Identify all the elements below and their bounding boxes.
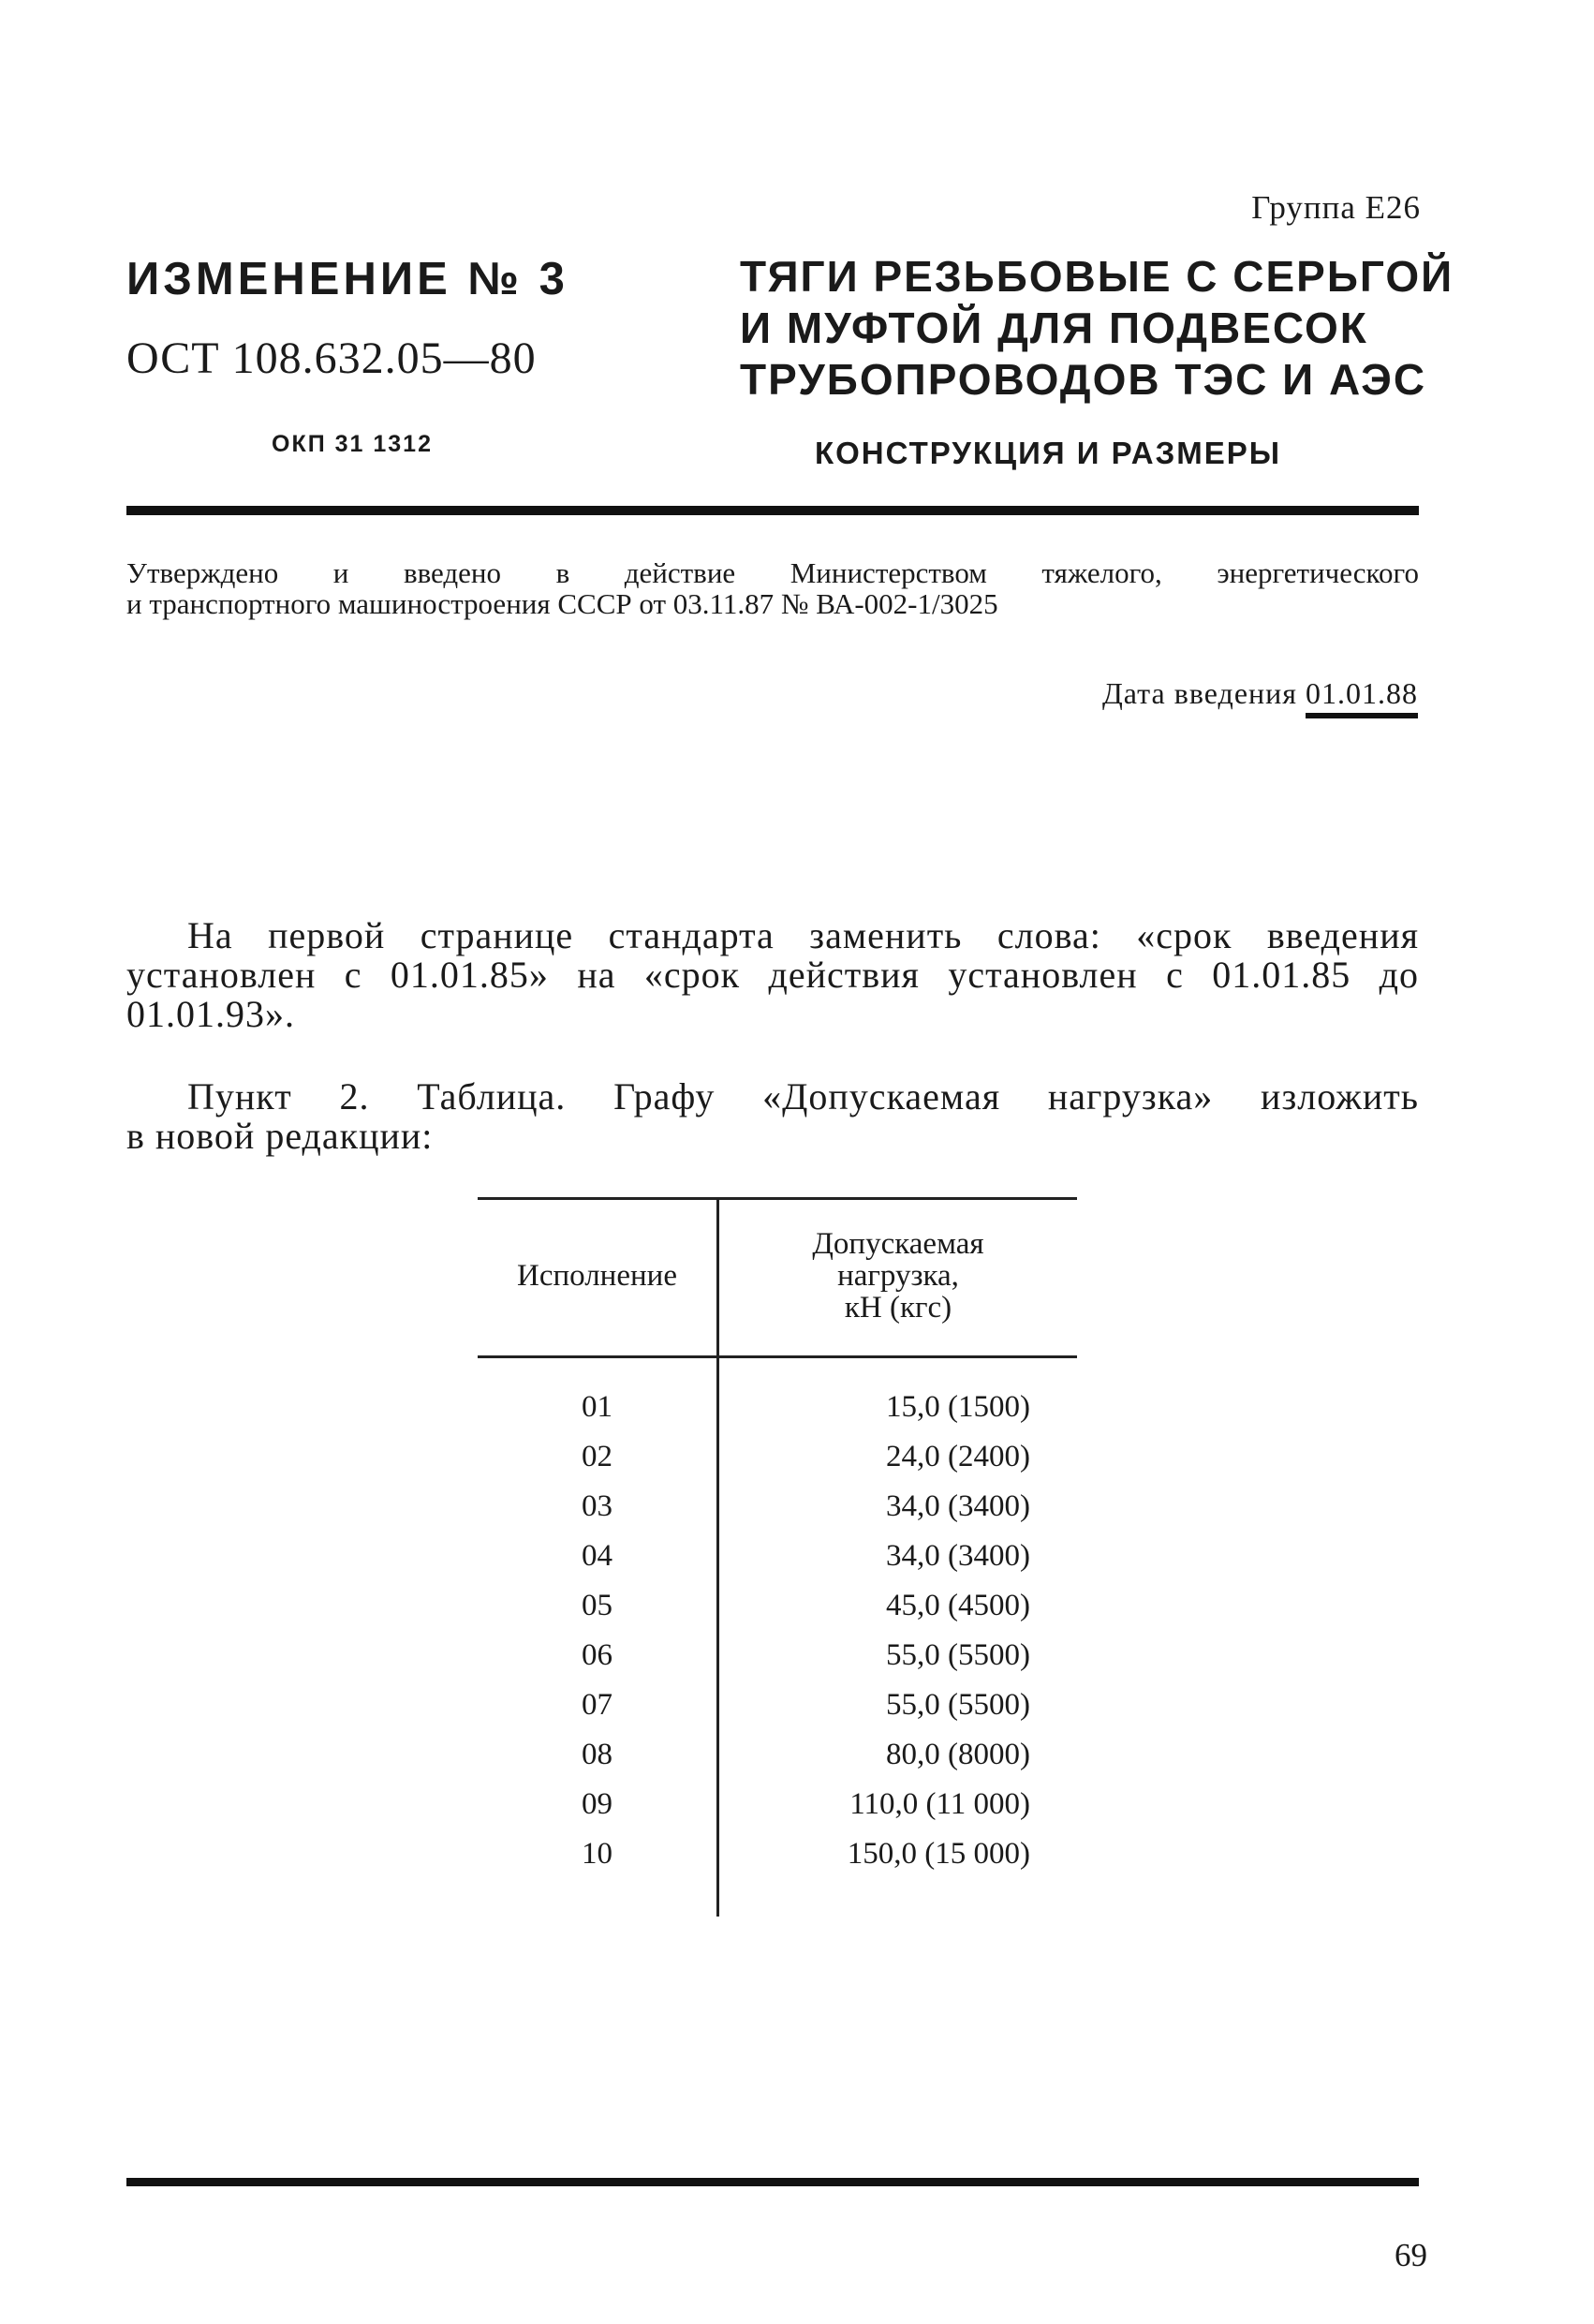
header-divider [126, 506, 1419, 515]
approval-note [126, 557, 1419, 619]
header-load-line: кН (кгс) [844, 1291, 952, 1325]
paragraph-line: в новой редакции: [126, 1115, 434, 1157]
footer-divider [126, 2178, 1419, 2186]
page-number: 69 [1395, 2237, 1427, 2273]
cell-variant: 08 [478, 1730, 718, 1780]
approval-line: и транспортного машиностроения СССР от 03.11.87 № ВА-002-1/3025 [126, 587, 998, 620]
cell-load: 24,0 (2400) [886, 1440, 1030, 1473]
paragraph-line: Пункт 2. Таблица. Графу «Допускаемая нагрузка» изложить [187, 1075, 1419, 1118]
introduction-date-value: 01.01.88 [1306, 676, 1418, 718]
cell-load: 80,0 (8000) [886, 1738, 1030, 1771]
table-row [478, 1432, 1077, 1482]
standard-title [740, 251, 1454, 406]
cell-variant: 06 [478, 1631, 718, 1680]
cell-load: 110,0 (11 000) [849, 1787, 1030, 1821]
header-load-line: Допускаемая [812, 1227, 984, 1261]
cell-variant: 01 [478, 1357, 718, 1433]
standard-title-line: И МУФТОЙ ДЛЯ ПОДВЕСОК [740, 303, 1368, 352]
change-title: ИЗМЕНЕНИЕ № 3 [126, 254, 568, 304]
cell-load: 34,0 (3400) [886, 1539, 1030, 1573]
cell-variant: 02 [478, 1432, 718, 1482]
standard-title-line: ТЯГИ РЕЗЬБОВЫЕ С СЕРЬГОЙ [740, 252, 1454, 301]
cell-load: 55,0 (5500) [886, 1638, 1030, 1672]
table-row [478, 1680, 1077, 1730]
okp-code: ОКП 31 1312 [272, 431, 433, 457]
standard-title-line: ТРУБОПРОВОДОВ ТЭС И АЭС [740, 355, 1427, 404]
cell-load: 34,0 (3400) [886, 1489, 1030, 1523]
spacer-cell [718, 1879, 1078, 1917]
standard-number: ОСТ 108.632.05—80 [126, 333, 537, 383]
cell-variant: 05 [478, 1581, 718, 1631]
paragraph-line: 01.01.93». [126, 993, 295, 1035]
table-header-row [478, 1199, 1077, 1357]
paragraph-line: На первой странице стандарта заменить слова: «срок введения [187, 914, 1419, 956]
table-row [478, 1532, 1077, 1581]
paragraph-first-page-change [126, 916, 1419, 1034]
table-row [478, 1730, 1077, 1780]
load-table [478, 1197, 1077, 1917]
standard-subtitle: КОНСТРУКЦИЯ И РАЗМЕРЫ [815, 436, 1282, 470]
header-load-line: нагрузка, [837, 1259, 959, 1293]
spacer-cell [478, 1879, 718, 1917]
table-spacer-row [478, 1879, 1077, 1917]
cell-variant: 07 [478, 1680, 718, 1730]
table-row [478, 1829, 1077, 1879]
paragraph-line: установлен с 01.01.85» на «срок действия установлен с 01.01.85 до [126, 954, 1419, 996]
cell-load: 15,0 (1500) [886, 1390, 1030, 1424]
table-row [478, 1357, 1077, 1433]
cell-load: 55,0 (5500) [886, 1688, 1030, 1722]
table-row [478, 1581, 1077, 1631]
cell-variant: 04 [478, 1532, 718, 1581]
group-label: Группа Е26 [1251, 189, 1421, 226]
introduction-date-label: Дата введения [1101, 676, 1297, 710]
cell-variant: 09 [478, 1780, 718, 1829]
cell-variant: 03 [478, 1482, 718, 1532]
cell-load: 150,0 (15 000) [847, 1837, 1030, 1871]
header-load [718, 1199, 1078, 1357]
table-row [478, 1780, 1077, 1829]
cell-variant: 10 [478, 1829, 718, 1879]
header-variant: Исполнение [478, 1199, 718, 1357]
table-row [478, 1482, 1077, 1532]
introduction-date [1102, 676, 1418, 711]
paragraph-table-change [126, 1077, 1419, 1156]
cell-load: 45,0 (4500) [886, 1589, 1030, 1622]
table-row [478, 1631, 1077, 1680]
approval-line: Утверждено и введено в действие Министерством тяжелого, энергетического [126, 556, 1419, 589]
